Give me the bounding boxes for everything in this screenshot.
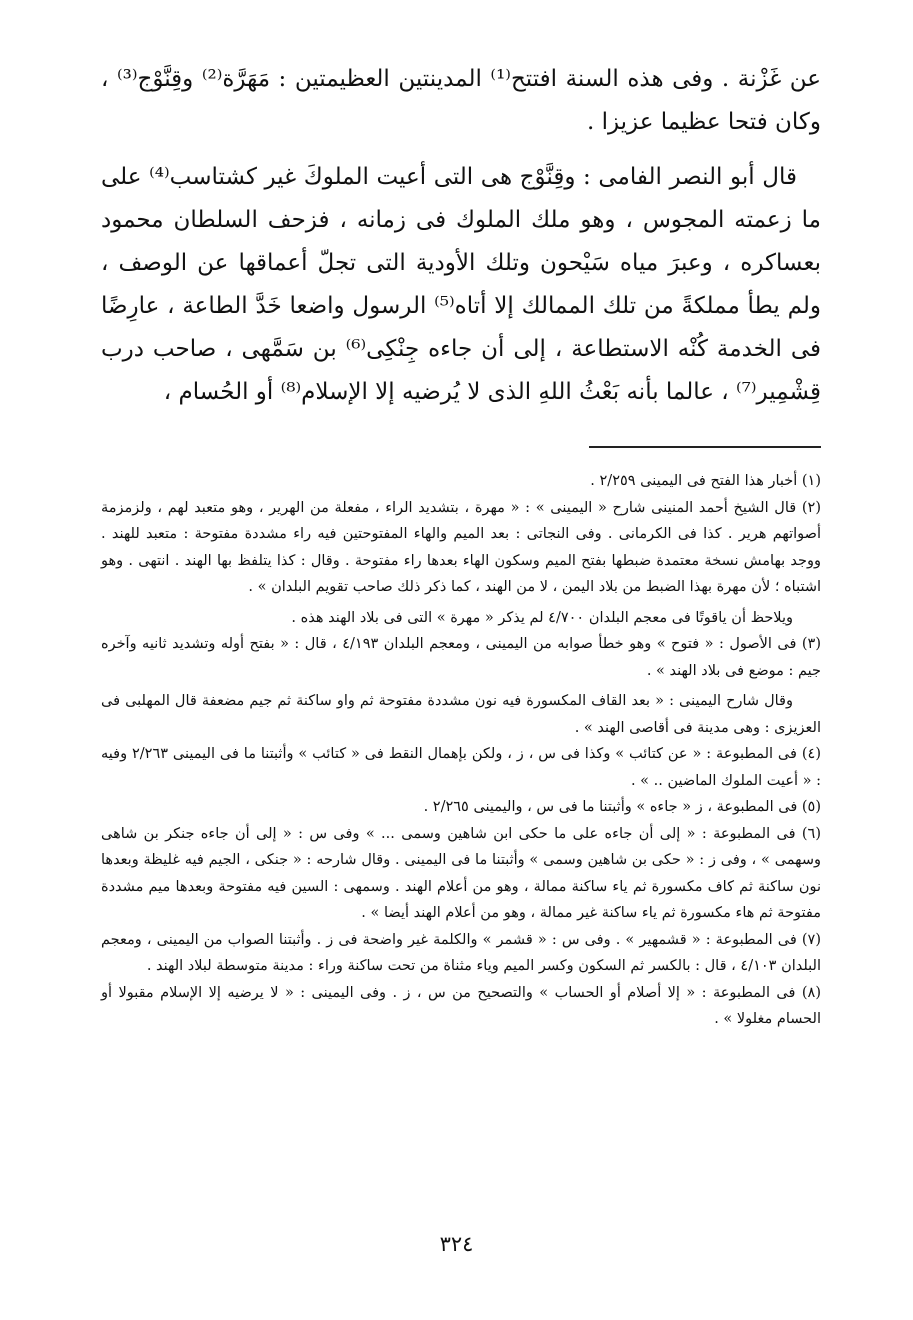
- footnote-continuation: وقال شارح اليمينى : « بعد القاف المكسورة فيه نون مشددة مفتوحة ثم واو ساكنة ثم جيم مضعفة قال المهلبى فى العزيزى : وهى مدينة فى أقاصى الهند » .: [101, 693, 821, 736]
- footnote: (٥) فى المطبوعة ، ز « جاءه » وأثبتنا ما فى س ، واليمينى ٢/٢٦٥ .: [423, 799, 821, 815]
- main-text: [101, 58, 821, 414]
- footnote: (٦) فى المطبوعة : « إلى أن جاءه على ما حكى ابن شاهين وسمى ... » وفى س : « إلى أن جاءه جنكر بن شاهى وسهمى » ، وفى ز : « حكى بن شاهين وسمى » وأثبتنا ما فى اليمينى . وقال شارحه : « جنكى ، الجيم فيه غليظة وبعدها نون ساكنة ثم كاف مكسورة ثم ياء ساكنة ممالة ، وهو من أعلام الهند . وسمهى : السين فيه مفتوحة وبعدها ميم مشددة مفتوحة ثم هاء مكسورة ثم ياء ساكنة غير ممالة ، وهو من أعلام الهند أيضا » .: [101, 825, 821, 921]
- footnote: (٨) فى المطبوعة : « إلا أصلام أو الحساب » والتصحيح من س ، ز . وفى اليمينى : « لا يرضيه إلا الإسلام مقبولا أو الحسام مغلولا » .: [101, 984, 821, 1027]
- footnote: (٤) فى المطبوعة : « عن كتائب » وكذا فى س ، ز ، ولكن بإهمال النقط فى « كتائب » وأثبتنا ما فى اليمينى ٢/٢٦٣ وفيه : « أعيت الملوك الماضين .. » .: [101, 746, 821, 789]
- footnotes: [101, 468, 821, 1033]
- footnote-continuation: ويلاحظ أن ياقوتًا فى معجم البلدان ٤/٧٠٠ لم يذكر « مهرة » التى فى بلاد الهند هذه .: [291, 609, 793, 626]
- page-number: ٣٢٤: [439, 1232, 474, 1256]
- footnote: (١) أخبار هذا الفتح فى اليمينى ٢/٢٥٩ .: [590, 473, 821, 489]
- footnote-separator: [589, 446, 821, 448]
- main-paragraph: قال أبو النصر الفامى : وقِنَّوْج هى التى أعيت الملوكَ غير كشتاسب⁽⁴⁾ على ما زعمته المجوس ، وهو ملك الملوك فى زمانه ، فزحف السلطان محمود بعساكره ، وعبرَ مياه سَيْحون وتلك الأودية التى تجلّ أعماقها عن الوصف ، ولم يطأ مملكةً من تلك الممالك إلا أتاه⁽⁵⁾ الرسول واضعا خَدَّ الطاعة ، عارِضًا فى الخدمة كُنْه الاستطاعة ، إلى أن جاءه جِنْكِى⁽⁶⁾ بن سَمَّهى ، صاحب درب قِشْمِير⁽⁷⁾ ، عالما بأنه بَعْثُ اللهِ الذى لا يُرضيه إلا الإسلام⁽⁸⁾ أو الحُسام ،: [101, 164, 822, 405]
- footnote: (٧) فى المطبوعة : « قشمهير » . وفى س : « قشمر » والكلمة غير واضحة فى ز . وأثبتنا الصواب من اليمينى ، ومعجم البلدان ٤/١٠٣ ، قال : بالكسر ثم السكون وكسر الميم وياء مثناة من تحت ساكنة وراء : مدينة متوسطة لبلاد الهند .: [101, 931, 821, 974]
- footnote: (٢) قال الشيخ أحمد المنينى شارح « اليمينى » : « مهرة ، بتشديد الراء ، مفعلة من الهرير ، وهو متعبد لهم ، ولزمزمة أصواتهم هرير . كذا فى الكرمانى . وفى النجاتى : بعد الميم والهاء المفتوحتين فيه راء مشددة مفتوحة : متعبد للهند . ووجد بهامش نسخة معتمدة ضبطها بفتح الميم وسكون الهاء بعدها راء مفتوحة . وقال : كذا يتلفظ بها الهند . انتهى . وهو اشتباه ؛ لأن مهرة بهذا الضبط من بلاد اليمن ، لا من الهند ، كما ذكر ذلك صاحب تقويم البلدان » .: [101, 499, 821, 595]
- main-paragraph: عن غَزْنة . وفى هذه السنة افتتح⁽¹⁾ المدينتين العظيمتين : مَهَرَّة⁽²⁾ وقِنَّوْج⁽³⁾ ، وكان فتحا عظيما عزيزا .: [101, 66, 821, 135]
- footnote: (٣) فى الأصول : « فتوح » وهو خطأ صوابه من اليمينى ، ومعجم البلدان ٤/١٩٣ ، قال : « بفتح أوله وتشديد ثانيه وآخره جيم : موضع فى بلاد الهند » .: [101, 636, 822, 679]
